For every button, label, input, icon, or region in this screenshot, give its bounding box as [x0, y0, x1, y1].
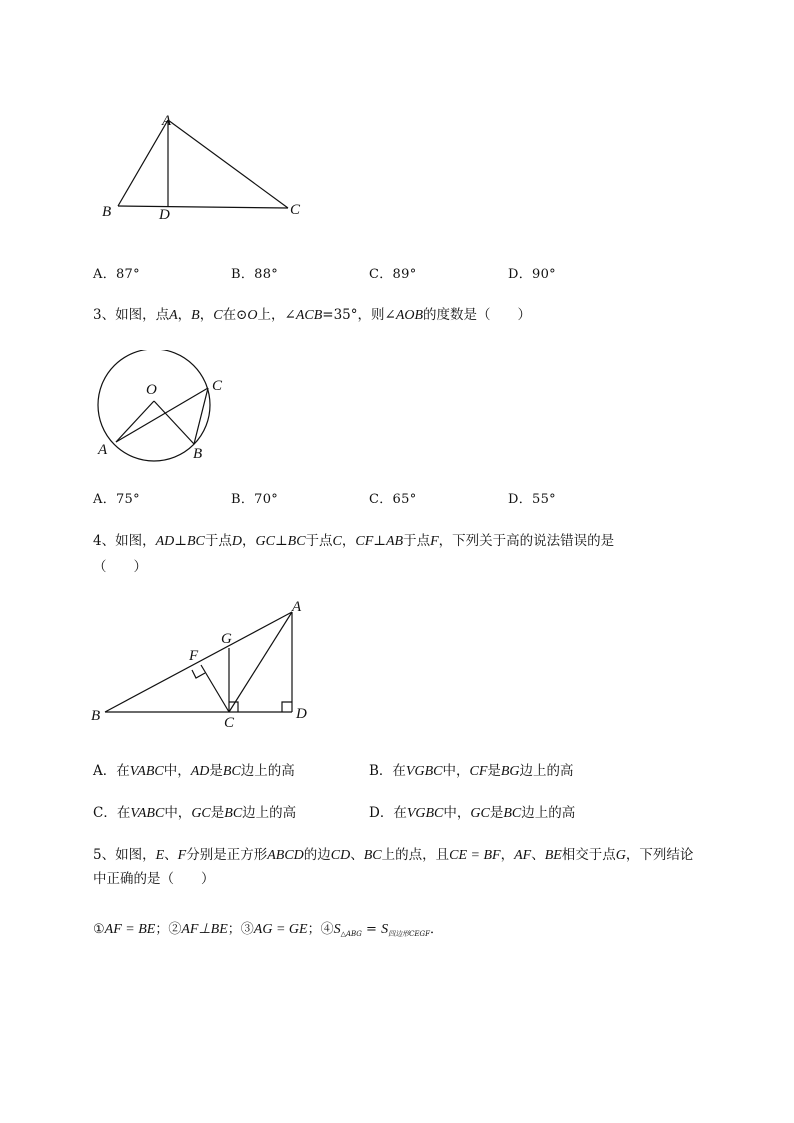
q3-text: 在⊙ — [222, 307, 248, 323]
q4-d-text: 中， — [443, 805, 471, 821]
q4-c-base: BC — [224, 806, 243, 821]
q4-var: CF — [355, 534, 374, 549]
q4-text: ， — [341, 533, 356, 549]
q3-var: C — [213, 308, 223, 323]
q4-b-text: 是 — [487, 763, 501, 779]
q4-d-text: 边上的高 — [521, 805, 576, 821]
conclusion-2-number: ② — [168, 922, 182, 937]
q5-var: CE = BF — [449, 848, 501, 863]
q4-a-text: 边上的高 — [240, 763, 295, 779]
q4-b-text: 边上的高 — [519, 763, 574, 779]
label-O: O — [146, 382, 157, 398]
q4-text: 于点 — [403, 533, 431, 549]
q4-text: ⊥ — [174, 533, 187, 549]
label-A: A — [292, 599, 302, 615]
q5-var: CD — [330, 848, 351, 863]
q2-option-d[interactable]: D．90° — [508, 267, 556, 282]
label-C: C — [224, 715, 235, 731]
q4-c-text: 中， — [164, 805, 192, 821]
q3-option-a[interactable]: A．75° — [93, 492, 140, 507]
q2-option-b[interactable]: B．88° — [231, 267, 279, 282]
q4-d-base: BC — [503, 806, 522, 821]
q4-d-text: 是 — [489, 805, 504, 821]
q4-option-a[interactable] — [93, 759, 295, 780]
q4-a-base: BC — [222, 764, 241, 779]
q4-d-segment: GC — [470, 806, 490, 821]
q5-text: ，下列结论 — [625, 847, 694, 863]
q4-number: 4、 — [93, 533, 116, 549]
q4-var: D — [231, 534, 242, 549]
q5-var: E — [155, 848, 165, 863]
q4-text: 于点 — [305, 533, 333, 549]
q4-text: 于点 — [204, 533, 232, 549]
q5-var: BE — [544, 848, 562, 863]
q4-text: ，下列关于高的说法错误的是 — [438, 533, 615, 549]
q4-text: ⊥ — [373, 533, 386, 549]
q5-text: 分别是正方形 — [186, 847, 268, 863]
q3-option-d[interactable]: D．55° — [508, 492, 556, 507]
label-D: D — [296, 706, 307, 722]
conclusion-1-number: ① — [93, 922, 105, 937]
label-A: A — [162, 113, 172, 129]
label-B: B — [102, 204, 112, 220]
conclusion-2: AF⊥BE — [181, 922, 228, 937]
label-C: C — [212, 378, 223, 394]
q5-var: ABCD — [267, 848, 304, 863]
separator: ； — [307, 922, 321, 937]
q5-text: 相交于点 — [561, 847, 616, 863]
conclusion-4-area: S — [333, 922, 341, 937]
q4-stem — [93, 529, 614, 550]
q4-d-triangle: VGBC — [406, 806, 444, 821]
q4-var: GC — [255, 534, 275, 549]
q5-stem-line2: 中正确的是（ ） — [93, 871, 215, 887]
label-D: D — [159, 207, 170, 223]
q4-c-prefix: C．在 — [93, 805, 131, 821]
q4-var: BC — [287, 534, 306, 549]
q4-var: AB — [385, 534, 404, 549]
conclusion-3-number: ③ — [240, 922, 254, 937]
q4-var: BC — [186, 534, 205, 549]
q4-text: ， — [241, 533, 256, 549]
q5-var: G — [615, 848, 626, 863]
label-A: A — [98, 442, 108, 458]
q5-text: 的边 — [303, 847, 331, 863]
q4-c-triangle: VABC — [130, 806, 165, 821]
q3-var: AOB — [395, 308, 424, 323]
q4-option-d[interactable] — [369, 801, 575, 822]
q4-a-segment: AD — [190, 764, 210, 779]
q3-option-c[interactable]: C．65° — [369, 492, 417, 507]
q4-a-text: 是 — [209, 763, 223, 779]
q4-b-text: 中， — [442, 763, 470, 779]
q4-option-c[interactable] — [93, 801, 296, 822]
q2-option-c[interactable]: C．89° — [369, 267, 417, 282]
q3-text: ， — [199, 307, 214, 323]
q5-conclusions — [93, 918, 443, 939]
q5-stem — [93, 843, 693, 864]
figure-altitudes — [88, 596, 328, 732]
q5-text: 、 — [531, 847, 545, 863]
label-F: F — [189, 648, 199, 664]
q4-a-text: 中， — [163, 763, 191, 779]
q4-stem-line2: （ ） — [93, 559, 147, 575]
q2-option-a[interactable]: A．87° — [93, 267, 140, 282]
conclusion-3: AG = GE — [253, 922, 308, 937]
conclusion-4-area: S — [381, 922, 389, 937]
q5-var: F — [177, 848, 187, 863]
q4-c-text: 边上的高 — [242, 805, 297, 821]
q3-text: 上，∠ — [257, 307, 296, 323]
q3-text: ， — [177, 307, 192, 323]
q4-text: ⊥ — [274, 533, 288, 549]
q5-text: 如图， — [115, 847, 156, 863]
q4-b-base: BG — [500, 764, 520, 779]
q4-c-text: 是 — [210, 805, 225, 821]
label-B: B — [91, 708, 101, 724]
q4-b-segment: CF — [469, 764, 488, 779]
figure-triangle-abc — [90, 108, 330, 233]
q4-c-segment: GC — [191, 806, 211, 821]
label-G: G — [221, 631, 232, 647]
q3-text: 如图，点 — [115, 307, 170, 323]
q4-text: 如图， — [115, 533, 156, 549]
q4-option-b[interactable] — [369, 759, 574, 780]
conclusion-4-subscript: △ABG — [340, 930, 362, 938]
conclusion-1: AF = BE — [104, 922, 156, 937]
q3-option-b[interactable]: B．70° — [231, 492, 279, 507]
q4-var: F — [430, 534, 439, 549]
conclusion-4-equals: = — [361, 922, 382, 937]
conclusion-4-subscript: 四边形CEGF — [388, 930, 430, 938]
q3-var: ACB — [295, 308, 323, 323]
q3-stem — [93, 303, 531, 324]
q3-number: 3、 — [93, 307, 116, 323]
q3-var: O — [247, 308, 258, 323]
q4-var: C — [332, 534, 342, 549]
separator: ； — [155, 922, 169, 937]
q4-d-prefix: D．在 — [369, 805, 407, 821]
separator: ； — [227, 922, 241, 937]
q4-b-prefix: B．在 — [369, 763, 406, 779]
q5-number: 5、 — [93, 847, 116, 863]
q5-text: 、 — [350, 847, 364, 863]
label-B: B — [193, 446, 203, 462]
q3-var: B — [191, 308, 200, 323]
q3-text: 的度数是（ ） — [423, 307, 532, 323]
q5-text: ， — [500, 847, 515, 863]
q5-var: BC — [363, 848, 382, 863]
q5-text: 上的点，且 — [381, 847, 450, 863]
q4-a-triangle: VABC — [129, 764, 164, 779]
conclusion-4-number: ④ — [320, 922, 334, 937]
figure-circle-o — [88, 350, 238, 468]
q4-var: AD — [155, 534, 175, 549]
q5-var: AF — [514, 848, 532, 863]
label-C: C — [290, 202, 301, 218]
q4-a-prefix: A．在 — [93, 763, 130, 779]
q4-b-triangle: VGBC — [405, 764, 443, 779]
period: ． — [430, 922, 444, 937]
q3-text: =35°，则∠ — [322, 307, 396, 323]
q3-var: A — [169, 308, 178, 323]
q5-text: 、 — [164, 847, 178, 863]
